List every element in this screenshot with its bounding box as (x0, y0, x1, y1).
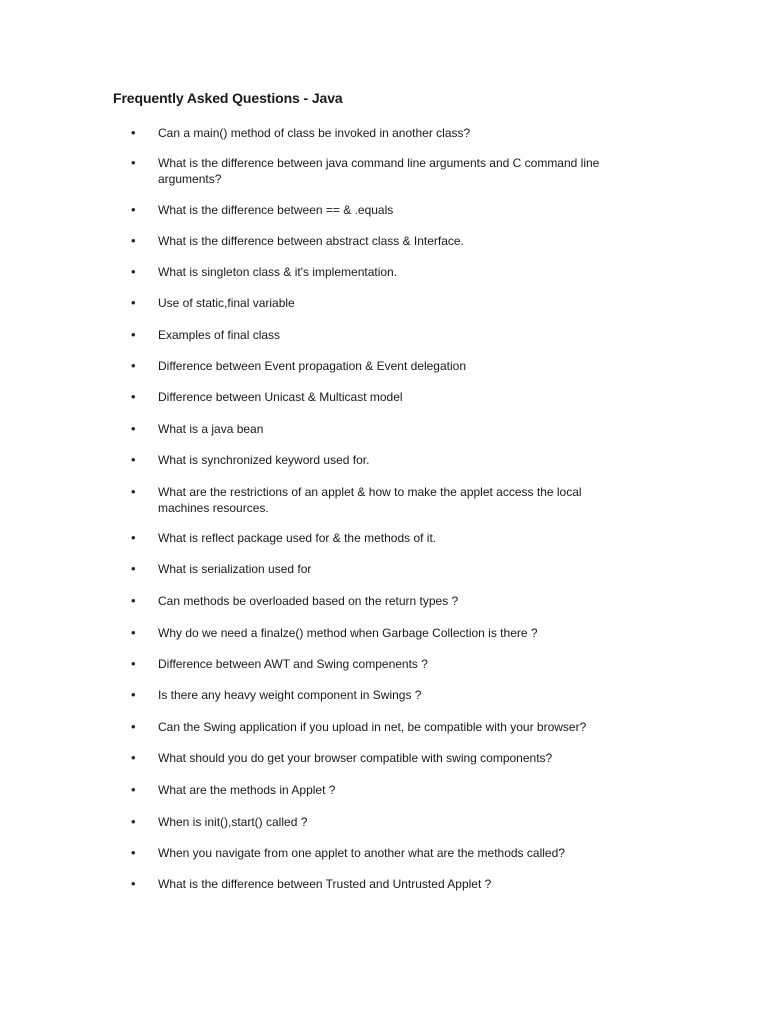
question-text: What are the methods in Applet ? (158, 783, 336, 797)
bullet-icon: • (131, 421, 136, 436)
question-text: Is there any heavy weight component in Swings ? (158, 688, 422, 702)
bullet-icon: • (131, 125, 136, 140)
question-text: Use of static,final variable (158, 296, 295, 310)
question-text: What is singleton class & it's implementation. (158, 265, 398, 279)
question-text: What is the difference between abstract class & Interface. (158, 234, 464, 248)
question-text: Examples of final class (158, 328, 281, 342)
bullet-icon: • (131, 233, 136, 248)
question-text: When is init(),start() called ? (158, 815, 308, 829)
question-text: Difference between Event propagation & Event delegation (158, 359, 466, 373)
question-text: When you navigate from one applet to another what are the methods called? (158, 846, 565, 860)
question-text: What should you do get your browser compatible with swing components? (158, 751, 553, 765)
question-text: What are the restrictions of an applet & how to make the applet access the local machines resources. (158, 485, 582, 515)
question-text: What is reflect package used for & the methods of it. (158, 531, 437, 545)
question-text: What is the difference between java command line arguments and C command line arguments? (158, 156, 600, 186)
bullet-icon: • (131, 719, 136, 734)
bullet-icon: • (131, 876, 136, 891)
bullet-icon: • (131, 750, 136, 765)
question-text: Why do we need a finalze() method when Garbage Collection is there ? (158, 626, 538, 640)
bullet-icon: • (131, 782, 136, 797)
question-text: Can the Swing application if you upload in net, be compatible with your browser? (158, 720, 587, 734)
bullet-icon: • (131, 295, 136, 310)
bullet-icon: • (131, 389, 136, 404)
bullet-icon: • (131, 155, 136, 170)
bullet-icon: • (131, 656, 136, 671)
question-text: What is synchronized keyword used for. (158, 453, 370, 467)
question-text: Can a main() method of class be invoked in another class? (158, 126, 471, 140)
question-text: What is a java bean (158, 422, 264, 436)
bullet-icon: • (131, 484, 136, 499)
bullet-icon: • (131, 452, 136, 467)
bullet-icon: • (131, 845, 136, 860)
bullet-icon: • (131, 202, 136, 217)
bullet-icon: • (131, 530, 136, 545)
question-text: Difference between AWT and Swing compenents ? (158, 657, 428, 671)
question-text: What is the difference between == & .equals (158, 203, 394, 217)
bullet-icon: • (131, 814, 136, 829)
document-title: Frequently Asked Questions - Java (113, 90, 343, 106)
question-text: Difference between Unicast & Multicast model (158, 390, 403, 404)
bullet-icon: • (131, 561, 136, 576)
bullet-icon: • (131, 358, 136, 373)
bullet-icon: • (131, 327, 136, 342)
bullet-icon: • (131, 687, 136, 702)
bullet-icon: • (131, 593, 136, 608)
question-text: What is the difference between Trusted and Untrusted Applet ? (158, 877, 492, 891)
question-text: Can methods be overloaded based on the return types ? (158, 594, 459, 608)
bullet-icon: • (131, 264, 136, 279)
bullet-icon: • (131, 625, 136, 640)
question-text: What is serialization used for (158, 562, 312, 576)
